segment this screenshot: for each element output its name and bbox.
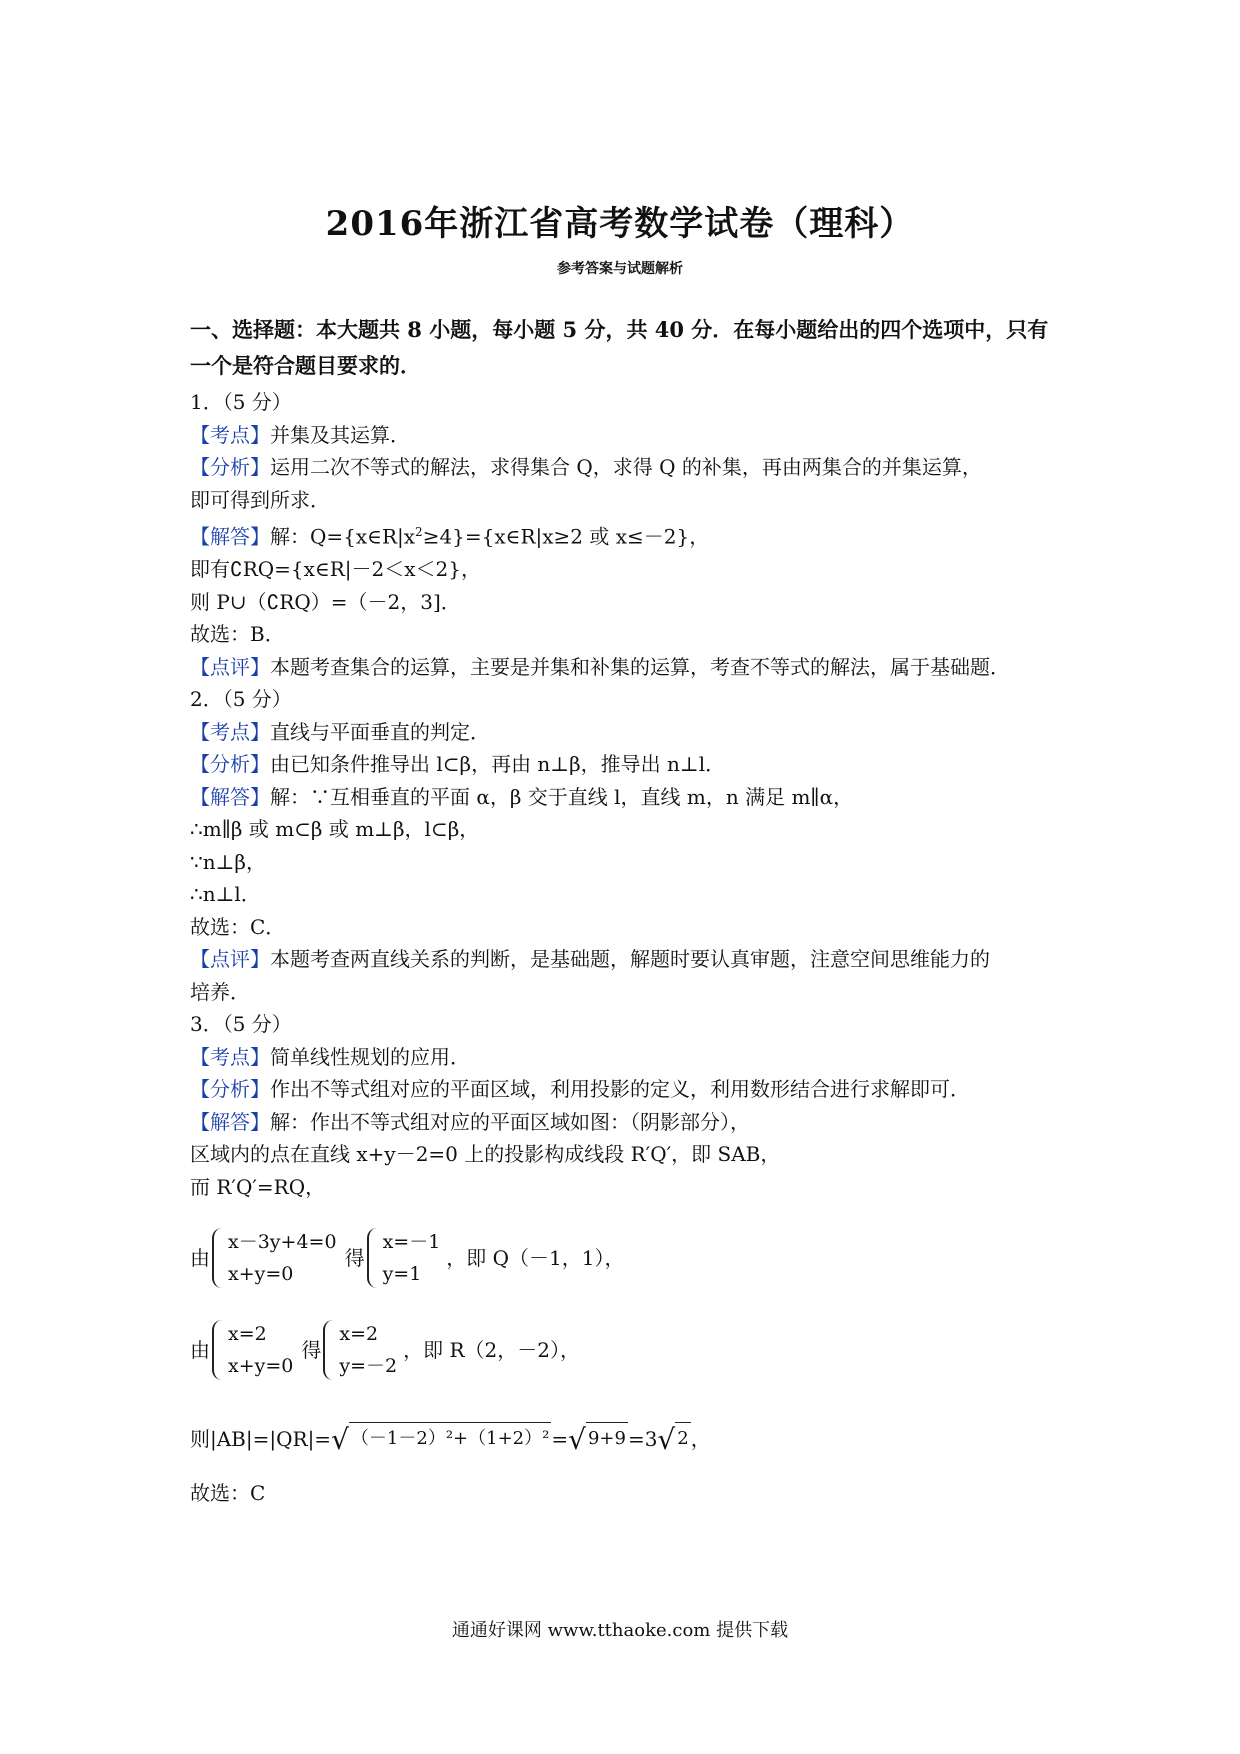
distance-result: =3 — [627, 1426, 658, 1451]
system-1-r2: y=1 — [382, 1263, 422, 1286]
question-3-jieda — [190, 1106, 1070, 1139]
question-2-fenxi-text: 由已知条件推导出 l⊂β，再由 n⊥β，推导出 n⊥l． — [270, 752, 726, 777]
dianping-tag: 【点评】 — [190, 654, 270, 679]
question-1-fenxi — [190, 451, 1070, 484]
question-1-answer: 故选：B． — [190, 622, 285, 647]
question-3 — [190, 1008, 1070, 1510]
question-2-dianping — [190, 943, 1070, 976]
distance-tail: ， — [690, 1426, 711, 1451]
question-3-answer: 故选：C — [190, 1481, 266, 1506]
system-1-eq1: x－3y+4=0 — [228, 1231, 337, 1254]
distance-equals: = — [551, 1426, 569, 1451]
equation-system-1 — [190, 1221, 1070, 1295]
system-2-de: 得 — [301, 1337, 322, 1362]
question-3-line2: 区域内的点在直线 x+y－2=0 上的投影构成线段 R′Q′，即 SAB， — [190, 1142, 781, 1167]
brace-icon — [367, 1228, 379, 1288]
question-1-jieda-a: 解：Q={x∈R|x — [270, 524, 416, 549]
distance-radicand: （－1－2）²+（1+2）² — [349, 1422, 551, 1456]
system-1-equations — [228, 1228, 337, 1288]
kaodian-tag: 【考点】 — [190, 719, 270, 744]
question-1-fenxi-text1: 运用二次不等式的解法，求得集合 Q，求得 Q 的补集，再由两集合的并集运算， — [270, 455, 982, 479]
question-2-jieda — [190, 781, 1070, 814]
jieda-tag: 【解答】 — [190, 784, 270, 809]
system-2-r1: x=2 — [339, 1323, 379, 1346]
question-1-line3: 则 P∪（∁RQ）=（－2，3]． — [190, 589, 461, 614]
page-subtitle: 参考答案与试题解析 — [557, 261, 683, 277]
fenxi-tag: 【分析】 — [190, 455, 270, 479]
system-1-r1: x=－1 — [382, 1231, 441, 1254]
question-1-jieda-b: ≥4}={x∈R|x≥2 或 x≤－2}， — [422, 524, 710, 549]
system-2-eq1: x=2 — [228, 1323, 267, 1346]
question-1-line2: 即有∁RQ={x∈R|－2＜x＜2}， — [190, 557, 481, 582]
question-1-jieda — [190, 516, 1070, 553]
question-1-number: 1．（5 分） — [190, 390, 292, 414]
brace-icon — [323, 1320, 335, 1380]
brace-icon — [212, 1228, 224, 1288]
system-2-equations — [228, 1320, 293, 1380]
fenxi-tag: 【分析】 — [190, 752, 270, 777]
dianping-tag: 【点评】 — [190, 947, 270, 972]
equation-system-2 — [190, 1313, 1070, 1387]
distance-formula — [190, 1411, 1070, 1455]
document-body — [190, 312, 1070, 1510]
question-3-fenxi — [190, 1073, 1070, 1106]
section-heading — [190, 312, 1070, 384]
question-3-kaodian — [190, 1041, 1070, 1074]
fenxi-tag: 【分析】 — [190, 1077, 270, 1102]
kaodian-tag: 【考点】 — [190, 422, 270, 447]
question-1 — [190, 386, 1070, 683]
question-3-jieda-text: 解：作出不等式组对应的平面区域如图：（阴影部分）， — [270, 1109, 750, 1134]
distance-radicand-2: 9+9 — [586, 1422, 628, 1456]
page-title: 2016年浙江省高考数学试卷（理科） — [325, 204, 915, 244]
question-2-fenxi — [190, 748, 1070, 781]
question-3-line3: 而 R′Q′=RQ， — [190, 1174, 326, 1199]
sqrt-icon: √ — [331, 1423, 349, 1457]
question-2-answer: 故选：C． — [190, 914, 286, 939]
question-2 — [190, 683, 1070, 1008]
question-1-dianping-text: 本题考查集合的运算，主要是并集和补集的运算，考查不等式的解法，属于基础题． — [270, 654, 1010, 679]
sqrt-icon: √ — [657, 1423, 676, 1457]
system-2-r2: y=－2 — [339, 1355, 398, 1378]
distance-radicand-3: 2 — [675, 1422, 690, 1456]
system-2-results — [339, 1320, 397, 1380]
system-1-results — [383, 1228, 441, 1288]
distance-prefix: 则|AB|=|QR|= — [190, 1426, 332, 1451]
question-2-line3: ∵n⊥β， — [190, 849, 266, 874]
system-2-you: 由 — [190, 1337, 210, 1362]
system-1-eq2: x+y=0 — [228, 1263, 294, 1286]
jieda-tag: 【解答】 — [190, 1109, 270, 1134]
question-2-jieda-text: 解：∵互相垂直的平面 α，β 交于直线 l，直线 m，n 满足 m∥α， — [270, 784, 854, 809]
system-2-eq2: x+y=0 — [228, 1355, 294, 1378]
question-2-dianping-line2: 培养． — [190, 979, 250, 1004]
question-2-number: 2．（5 分） — [190, 687, 292, 712]
brace-icon — [212, 1320, 224, 1380]
system-1-you: 由 — [190, 1245, 210, 1270]
question-1-fenxi-line2: 即可得到所求． — [190, 487, 330, 512]
question-2-line2: ∴m∥β 或 m⊂β 或 m⊥β，l⊂β， — [190, 817, 480, 842]
question-2-dianping-text1: 本题考查两直线关系的判断，是基础题，解题时要认真审题，注意空间思维能力的 — [270, 947, 990, 972]
question-2-kaodian — [190, 716, 1070, 749]
question-1-jieda-sup: 2 — [415, 525, 423, 539]
jieda-tag: 【解答】 — [190, 524, 270, 549]
question-1-dianping — [190, 651, 1070, 684]
system-1-tail: ，即 Q（－1，1）， — [446, 1245, 625, 1270]
system-1-de: 得 — [344, 1245, 365, 1270]
question-3-fenxi-text: 作出不等式组对应的平面区域，利用投影的定义，利用数形结合进行求解即可． — [270, 1077, 970, 1102]
question-1-kaodian-text: 并集及其运算． — [270, 422, 410, 447]
section-heading-line2: 一个是符合题目要求的． — [190, 353, 421, 378]
page-footer: 通通好课网 www.tthaoke.com 提供下载 — [451, 1620, 789, 1641]
system-2-tail: ，即 R（2，－2）， — [403, 1337, 581, 1362]
question-2-kaodian-text: 直线与平面垂直的判定． — [270, 719, 490, 744]
question-1-kaodian — [190, 419, 1070, 452]
question-3-kaodian-text: 简单线性规划的应用． — [270, 1044, 470, 1069]
sqrt-icon: √ — [568, 1423, 586, 1457]
kaodian-tag: 【考点】 — [190, 1044, 270, 1069]
question-2-line4: ∴n⊥l． — [190, 882, 261, 907]
question-3-number: 3．（5 分） — [190, 1012, 292, 1037]
section-heading-line1: 一、选择题：本大题共 8 小题，每小题 5 分，共 40 分．在每小题给出的四个选项中，只有 — [190, 317, 1049, 342]
